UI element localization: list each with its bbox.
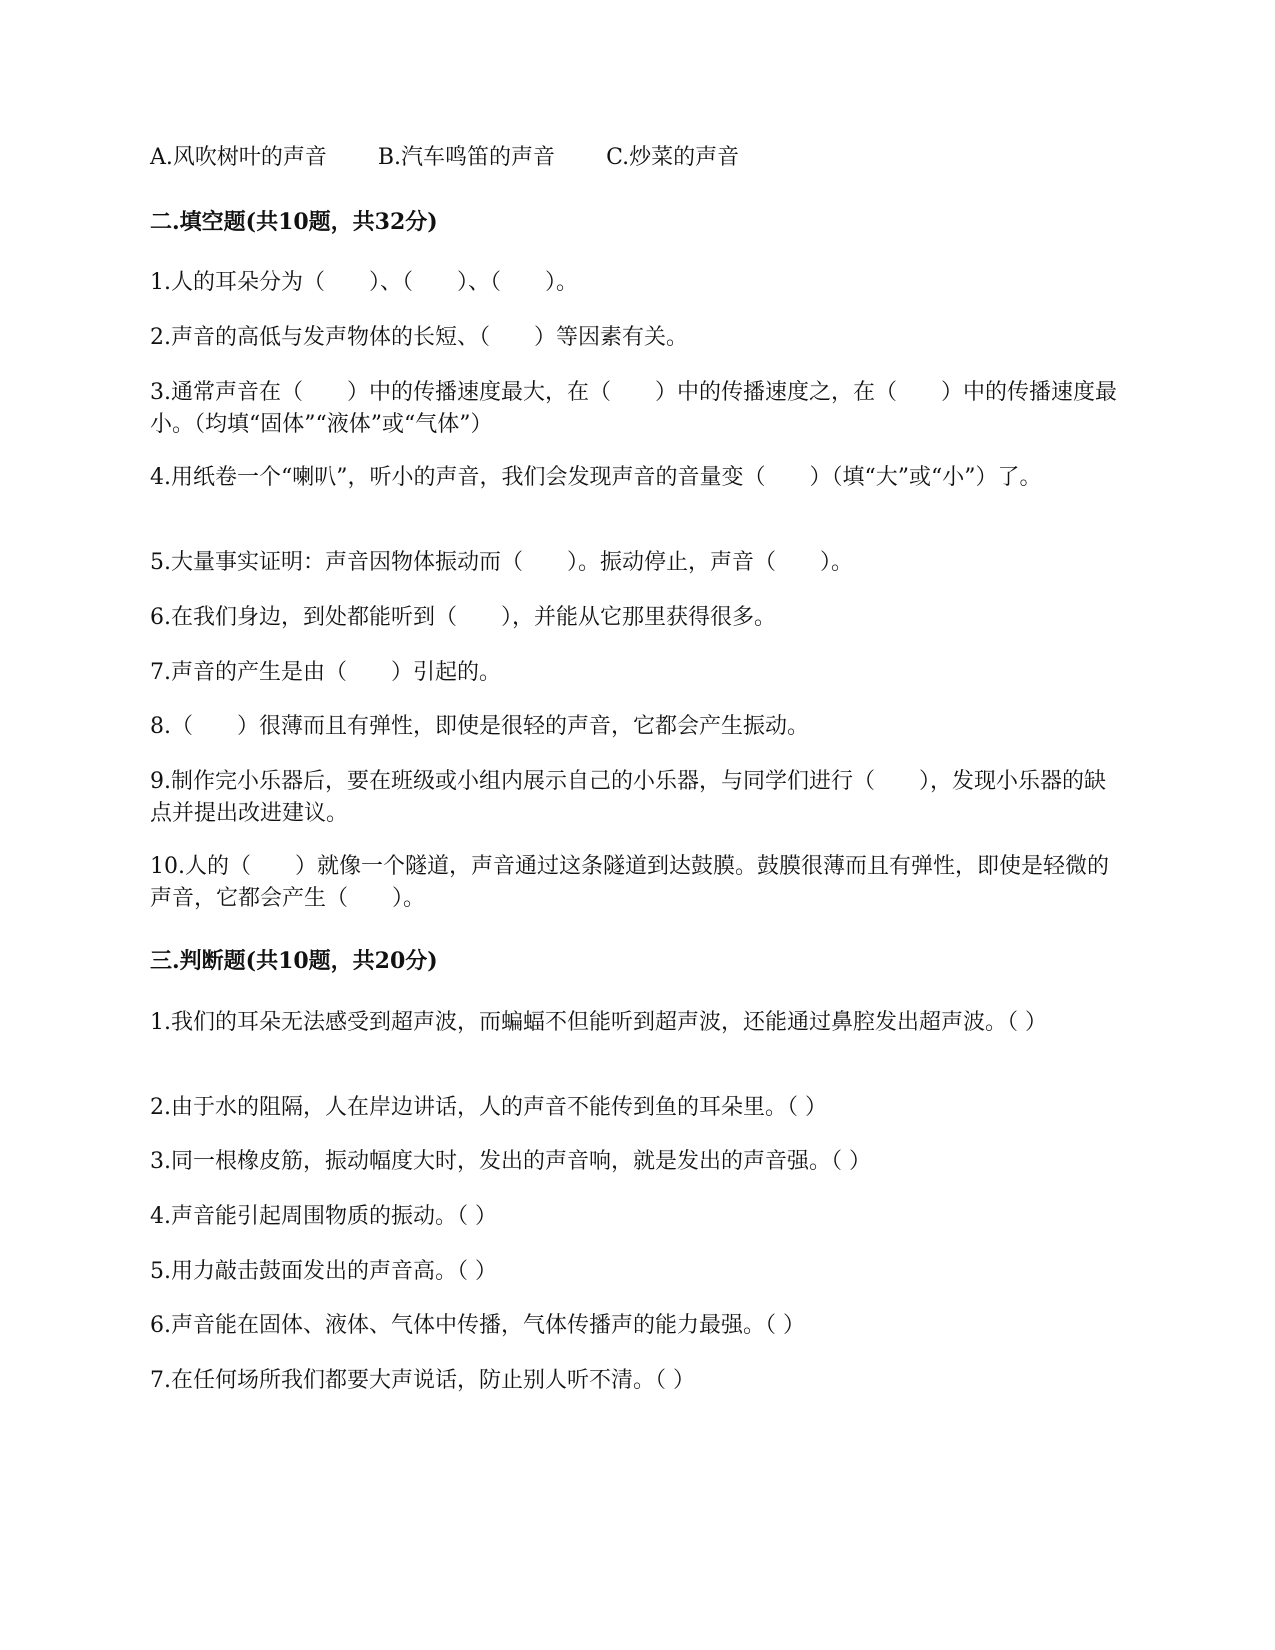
fill-question-3: 3.通常声音在（ ）中的传播速度最大，在（ ）中的传播速度之，在（ ）中的传播速度最小。（均填“固体”“液体”或“气体”）	[150, 380, 1117, 437]
option-c: C.炒菜的声音	[606, 145, 740, 170]
fill-question-2: 2.声音的高低与发声物体的长短、（ ）等因素有关。	[150, 325, 688, 350]
judge-question-6: 6.声音能在固体、液体、气体中传播，气体传播声的能力最强。（ ）	[150, 1313, 805, 1338]
judge-question-3: 3.同一根橡皮筋，振动幅度大时，发出的声音响，就是发出的声音强。（ ）	[150, 1149, 871, 1174]
fill-question-4: 4.用纸卷一个“喇叭”，听小的声音，我们会发现声音的音量变（ ）（填“大”或“小”）了。	[150, 465, 1042, 490]
option-b: B.汽车鸣笛的声音	[377, 145, 556, 170]
judge-question-4: 4.声音能引起周围物质的振动。（ ）	[150, 1204, 497, 1229]
section-heading-true-false: 三.判断题(共10题，共20分)	[150, 948, 438, 974]
fill-question-1: 1.人的耳朵分为（ ）、（ ）、（ ）。	[150, 270, 578, 295]
fill-question-6: 6.在我们身边，到处都能听到（ ），并能从它那里获得很多。	[150, 605, 776, 630]
fill-question-10: 10.人的（ ）就像一个隧道，声音通过这条隧道到达鼓膜。鼓膜很薄而且有弹性，即使是轻微的声音，它都会产生（ ）。	[150, 854, 1109, 911]
judge-question-5: 5.用力敲击鼓面发出的声音高。（ ）	[150, 1259, 497, 1284]
section-heading-fill-in: 二.填空题(共10题，共32分)	[150, 209, 438, 235]
fill-question-8: 8.（ ）很薄而且有弹性，即使是很轻的声音，它都会产生振动。	[150, 714, 809, 739]
fill-question-9: 9.制作完小乐器后，要在班级或小组内展示自己的小乐器，与同学们进行（ ），发现小乐器的缺点并提出改进建议。	[150, 769, 1106, 826]
judge-question-2: 2.由于水的阻隔，人在岸边讲话，人的声音不能传到鱼的耳朵里。（ ）	[150, 1095, 827, 1120]
judge-question-1: 1.我们的耳朵无法感受到超声波，而蝙蝠不但能听到超声波，还能通过鼻腔发出超声波。（ ）	[150, 1010, 1047, 1035]
judge-question-7: 7.在任何场所我们都要大声说话，防止别人听不清。（ ）	[150, 1368, 695, 1393]
fill-question-7: 7.声音的产生是由（ ）引起的。	[150, 660, 501, 685]
fill-question-5: 5.大量事实证明：声音因物体振动而（ ）。振动停止，声音（ ）。	[150, 550, 853, 575]
option-a: A.风吹树叶的声音	[150, 145, 327, 170]
previous-question-options	[150, 142, 1125, 174]
